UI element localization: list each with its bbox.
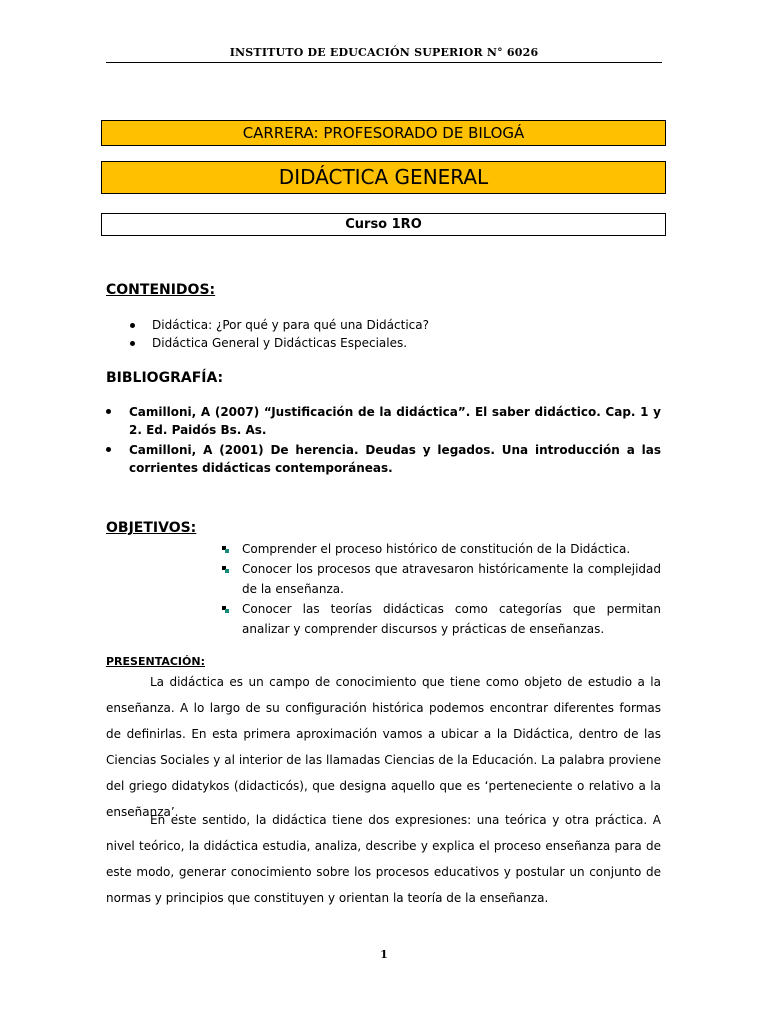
list-item bbox=[106, 441, 661, 477]
objetivos-heading: OBJETIVOS: bbox=[106, 520, 197, 536]
bullet-icon bbox=[130, 323, 135, 328]
bibliography-entry: Camilloni, A (2001) De herencia. Deudas y legados. Una introducción a las corrientes didácticas contemporáneas. bbox=[129, 443, 661, 475]
list-item bbox=[106, 403, 661, 439]
list-item-text: Didáctica: ¿Por qué y para qué una Didáctica? bbox=[152, 318, 429, 332]
bibliografia-list bbox=[106, 403, 661, 477]
list-item bbox=[222, 599, 661, 639]
square-bullet-icon bbox=[222, 566, 229, 573]
list-item bbox=[222, 539, 661, 559]
objective-text: Conocer los procesos que atravesaron históricamente la complejidad de la enseñanza. bbox=[242, 562, 661, 596]
bullet-icon bbox=[106, 409, 111, 414]
document-header: INSTITUTO DE EDUCACIÓN SUPERIOR N° 6026 bbox=[229, 46, 539, 59]
bullet-icon bbox=[130, 341, 135, 346]
presentacion-paragraph-2: En este sentido, la didáctica tiene dos expresiones: una teórica y otra práctica. A nivel teórico, la didáctica estudia, analiza, describe y explica el proceso enseñanza para de este modo, generar conocimiento sobre los procesos educativos y postular un conjunto de normas y principios que constituyen y orientan la teoría de la enseñanza. bbox=[106, 813, 661, 905]
list-item bbox=[222, 559, 661, 599]
contenidos-heading: CONTENIDOS: bbox=[106, 282, 216, 298]
bibliography-entry: Camilloni, A (2007) “Justificación de la didáctica”. El saber didáctico. Cap. 1 y 2. Ed. Paidós Bs. As. bbox=[129, 405, 661, 437]
page-number: 1 bbox=[380, 948, 388, 961]
curso-box: Curso 1RO bbox=[101, 213, 666, 236]
square-bullet-icon bbox=[222, 606, 229, 613]
carrera-box: CARRERA: PROFESORADO DE BILOGÁ bbox=[101, 120, 666, 146]
materia-title-box: DIDÁCTICA GENERAL bbox=[101, 161, 666, 194]
header-divider bbox=[106, 62, 662, 63]
list-item-text: Didáctica General y Didácticas Especiales. bbox=[152, 336, 408, 350]
square-bullet-icon bbox=[222, 546, 229, 553]
bullet-icon bbox=[106, 447, 111, 452]
list-item bbox=[130, 318, 650, 336]
objective-text: Comprender el proceso histórico de constitución de la Didáctica. bbox=[242, 542, 631, 556]
contenidos-list bbox=[130, 318, 650, 354]
list-item bbox=[130, 336, 650, 354]
presentacion-heading: PRESENTACIÓN: bbox=[106, 655, 205, 668]
objetivos-list bbox=[222, 539, 661, 639]
bibliografia-heading: BIBLIOGRAFÍA: bbox=[106, 370, 224, 386]
objective-text: Conocer las teorías didácticas como categorías que permitan analizar y comprender discursos y prácticas de enseñanzas. bbox=[242, 602, 661, 636]
presentacion-paragraph-1: La didáctica es un campo de conocimiento que tiene como objeto de estudio a la enseñanza. A lo largo de su configuración histórica podemos encontrar diferentes formas de definirlas. En esta primera aproximación vamos a ubicar a la Didáctica, dentro de las Ciencias Sociales y al interior de las llamadas Ciencias de la Educación. La palabra proviene del griego didatykos (didacticós), que designa aquello que es ‘perteneciente o relativo a la enseñanza’. bbox=[106, 675, 661, 819]
